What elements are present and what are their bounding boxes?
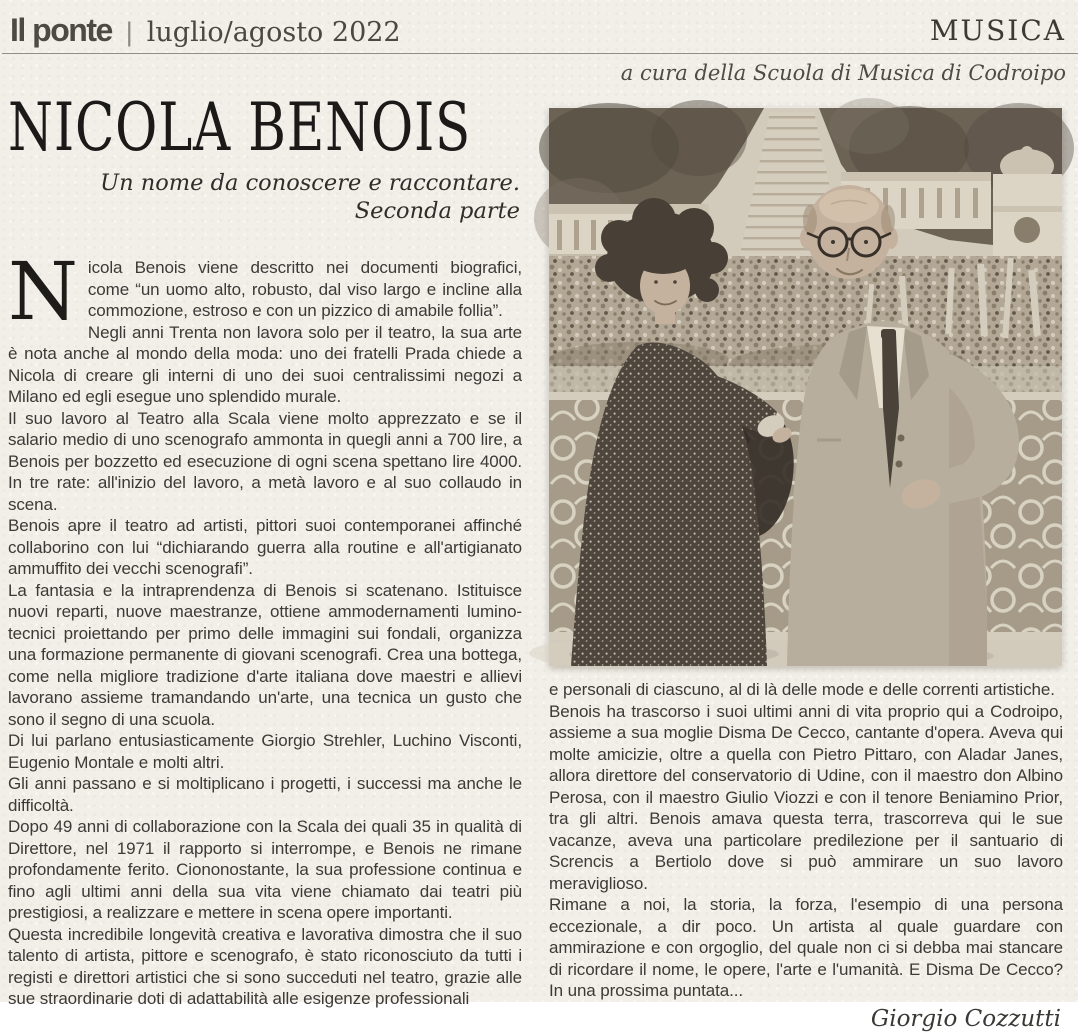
issue-date: luglio/agosto 2022	[146, 17, 401, 48]
paragraph: Benois ha trascorso i suoi ultimi anni di vita proprio qui a Codroipo, assieme a sua moglie Disma De Cecco, cantante d'opera. Aveva qui molte amicizie, oltre a quella con Pietro Pittaro, con Aladar Janes, allora direttore del conservatorio di Udine, con il maestro don Albino Perosa, con il maestro Giulio Viozzi e con il tenore Beniamino Prior, tra gli altri. Benois amava questa terra, trascorreva qui le sue vacanze, aveva una particolare predilezione per il santuario di Screncis a Bertiolo dove si può ammirare un suo lavoro meraviglioso.	[549, 701, 1063, 893]
paragraph: Negli anni Trenta non lavora solo per il teatro, la sua arte è nota anche al mondo della moda: uno dei fratelli Prada chiede a Nicola di creare gli interni di uno dei suoi centralissimi negozi a Milano ed egli esegue uno splendido murale.	[8, 322, 522, 406]
drop-cap: N	[8, 245, 78, 338]
article-subtitle	[8, 169, 520, 225]
section-title: MUSICA	[929, 14, 1066, 47]
paragraph: Gli anni passano e si moltiplicano i progetti, i successi ma anche le difficoltà.	[8, 774, 522, 815]
opening-paragraph	[8, 245, 522, 338]
photo-illustration	[549, 108, 1062, 666]
paragraph: La fantasia e la intraprendenza di Benois si scatenano. Istituisce nuovi reparti, nuove maestranze, ottiene ammodernamenti lumino-tecnici proiettando per primo delle immagini sui fondali, organizza una formazione permanente di giovani scenografi. Crea una bottega, come nella migliore tradizione d'arte italiana dove maestri e allievi lavorano assieme tramandando un'arte, una tecnica un gusto che sono il segno di una scuola.	[8, 580, 522, 729]
magazine-logo: Il ponte	[10, 12, 112, 48]
right-column	[549, 679, 1063, 1032]
byline: Giorgio Cozzutti	[870, 1005, 1061, 1032]
header-rule	[2, 53, 1078, 54]
left-column-paragraphs	[8, 322, 522, 1010]
header-separator: |	[125, 17, 133, 47]
subtitle-line-2: Seconda parte	[354, 198, 520, 224]
paragraph: e personali di ciascuno, al di là delle mode e delle correnti artistiche.	[549, 680, 1055, 699]
paragraph: Dopo 49 anni di collaborazione con la Scala dei quali 35 in qualità di Direttore, nel 1971 il rapporto si interrompe, e Benois ne rimane profondamente ferito. Ciononostante, la sua professione continua e fino agli ultimi anni della sua vita viene chiamato dai teatri più prestigiosi, a realizzare e mettere in scena opere importanti.	[8, 817, 522, 922]
paragraph: Il suo lavoro al Teatro alla Scala viene molto apprezzato e se il salario medio di uno scenografo ammonta in quegli anni a 700 lire, a Benois per bozzetto ed esecuzione di ogni scena spettano lire 4000. In tre rate: all'inizio del lavoro, a metà lavoro e al suo collaudo in scena.	[8, 408, 522, 514]
right-column-paragraphs	[549, 679, 1063, 1002]
masthead	[10, 12, 401, 49]
article-title: NICOLA BENOIS	[8, 89, 472, 166]
curated-by-line: a cura della Scuola di Musica di Codroipo	[620, 61, 1066, 85]
paragraph: Rimane a noi, la storia, la forza, l'esempio di una persona eccezionale, a dir poco. Un artista al quale guardare con ammirazione e con orgoglio, del quale non ci si debba mai stancare di ricordare il nome, le opere, l'arte e l'umanità. E Disma De Cecco? In una prossima puntata...	[549, 895, 1063, 1000]
left-column	[8, 245, 522, 1010]
subtitle-line-1: Un nome da conoscere e raccontare.	[100, 170, 520, 196]
opening-text: icola Benois viene descritto nei documenti biografici, come “un uomo alto, robusto, dal viso largo e incline alla commozione, estroso e con un pizzico di amabile follia”.	[87, 258, 522, 320]
paragraph: Benois apre il teatro ad artisti, pittori suoi contemporanei affinché collaborino con lui “dichiarando guerra alla routine e all'artigianato ammuffito dei vecchi scenografi”.	[8, 516, 522, 578]
paragraph: Questa incredibile longevità creativa e lavorativa dimostra che il suo talento di artista, pittore e scenografo, è stato riconosciuto da tutti i registi e direttori artistici che si sono succeduti nel teatro, grazie alle sue straordinarie doti di adattabilità alle esigenze professionali	[8, 924, 522, 1008]
article-photo	[549, 108, 1062, 666]
paragraph: Di lui parlano entusiasticamente Giorgio Strehler, Luchino Visconti, Eugenio Montale e molti altri.	[8, 731, 522, 772]
sepia-wash	[549, 108, 1062, 666]
